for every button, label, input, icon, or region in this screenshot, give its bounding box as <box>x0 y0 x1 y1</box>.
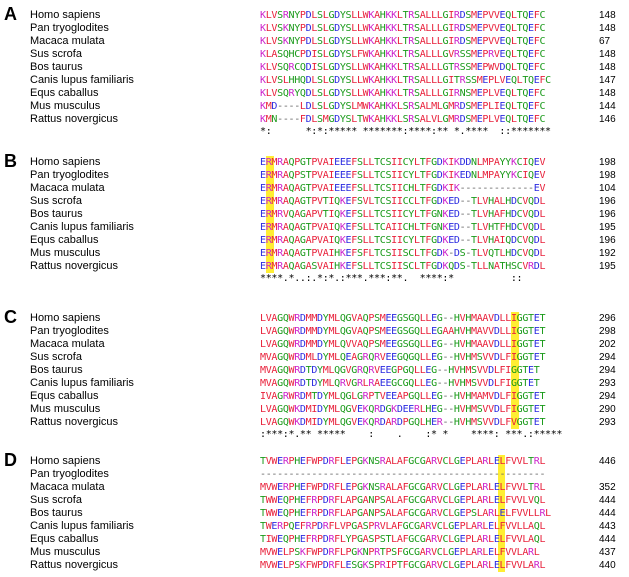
consensus-line: *: *:*:***** *******:****:** *.**** ::******* <box>260 126 551 137</box>
residue-position: 440 <box>599 560 616 571</box>
residue-position: 294 <box>599 352 616 363</box>
species-name: Sus scrofa <box>30 351 82 363</box>
panel-letter-c: C <box>4 307 17 327</box>
sequence-row: MVWERPHEFWPDRFLEPGKNSRALAFGCGARVCLGEPLARLELFVVLTRL <box>260 482 546 493</box>
sequence-row: MVAGQWRDTDYMLQGVGRQRVEEGPGQLLEG--HVHMSVVDLFIGGTET <box>260 365 540 376</box>
residue-position: 148 <box>599 49 616 60</box>
species-name: Mus musculus <box>30 546 101 558</box>
sequence-row: TWWEQPHEFRPDRFLAPGANPSALAFGCGARVCLGEPSLARLELFVVLLRL <box>260 508 551 519</box>
species-name: Macaca mulata <box>30 338 105 350</box>
residue-position: 195 <box>599 222 616 233</box>
panel-letter-b: B <box>4 151 17 171</box>
species-name: Pan tryoglodites <box>30 169 109 181</box>
sequence-row: TIWEQPHEFRPDRFLYPGASPSTLAFGCGARVCLGEPLARLELFVVLAQL <box>260 534 546 545</box>
residue-position: 443 <box>599 521 616 532</box>
species-name: Homo sapiens <box>30 9 101 21</box>
panel-letter-a: A <box>4 4 17 24</box>
sequence-row: ERMRAQAGTPVAIHKEFSFLTCSIISCLTFGDK-DS-TLVQTLHDCVQDL <box>260 248 546 259</box>
species-name: Bos taurus <box>30 61 83 73</box>
sequence-row: ERMRVQAGAPVTIQKEFSLLTCSIICYLTFGNKED--TLVHAFHDCVQDL <box>260 209 546 220</box>
species-name: Mus musculus <box>30 100 101 112</box>
residue-position: 437 <box>599 547 616 558</box>
species-name: Sus scrofa <box>30 494 82 506</box>
sequence-row: ERMRAQPGTPVAIEEEFSLLTCSIICYLTFGDKIKDDNLMPAYYKCIQEV <box>260 157 546 168</box>
species-name: Pan tryoglodites <box>30 22 109 34</box>
residue-position: 104 <box>599 183 616 194</box>
residue-position: 298 <box>599 326 616 337</box>
species-name: Sus scrofa <box>30 48 82 60</box>
consensus-line: ****.*..:.*:*.:***.***:**. ****:* :: <box>260 273 523 284</box>
sequence-row: KLVSQRCQDISLGDYSLLWKAHKKLTRSALLLGTRSSMEPWVDQLTQEFC <box>260 62 546 73</box>
residue-position: 294 <box>599 391 616 402</box>
species-name: Mus musculus <box>30 247 101 259</box>
residue-position: 196 <box>599 196 616 207</box>
sequence-row: KLVSKNYPDLSLGDYSLLWKAHKKLTRSALLLGIRDSMEPVVEQLTQEFC <box>260 36 546 47</box>
sequence-row: TWERPQEFRPDRFLVPGASPRVLAFGCGARVCLGEPLARLELFVVLLAQL <box>260 521 546 532</box>
species-name: Pan tryoglodites <box>30 468 109 480</box>
species-name: Homo sapiens <box>30 312 101 324</box>
sequence-row: LVAGQWRDMMDYMLQGVAQPSMEEGSGQLLEGAAHVHMAVVDLLIGGTET <box>260 326 546 337</box>
species-name: Homo sapiens <box>30 455 101 467</box>
sequence-row: MVAGQWRDTDYMLQRVGRLRAEEGCGQLLEG--HVHMSVVDLFIGGTET <box>260 378 540 389</box>
residue-position: 147 <box>599 75 616 86</box>
species-name: Pan tryoglodites <box>30 325 109 337</box>
sequence-row: KLVSRNYPDLSLGDYSLLWKAHKKLTRSALLLGIRDSMEPVVEQLTQEFC <box>260 10 546 21</box>
species-name: Equs caballus <box>30 533 99 545</box>
species-name: Homo sapiens <box>30 156 101 168</box>
residue-position: 198 <box>599 157 616 168</box>
species-name: Mus musculus <box>30 403 101 415</box>
species-name: Macaca mulata <box>30 182 105 194</box>
residue-position: 198 <box>599 170 616 181</box>
residue-position: 196 <box>599 235 616 246</box>
sequence-row: KLVSKNYPDLSLGDYSLLWKAHKKLTRSALLLGIRDSMEPVVEQLTQEFC <box>260 23 546 34</box>
species-name: Rattus novergicus <box>30 260 119 272</box>
species-name: Bos taurus <box>30 208 83 220</box>
residue-position: 446 <box>599 456 616 467</box>
residue-position: 294 <box>599 365 616 376</box>
sequence-row: -------------------------------------------------- <box>260 469 546 480</box>
sequence-row: KLVSLHHQDLSLGDYSLLWKAHKKLTRSALLLGITRSSMEPLVEQLTQEFC <box>260 75 551 86</box>
species-name: Canis lupus familiaris <box>30 221 134 233</box>
sequence-row: ERMRAQAGTPVAIEEEFSLLTCSIICHLTFGDKIK-------------EV <box>260 183 546 194</box>
sequence-row: KLVSQRYQDLSLGDYSLLWKAHKKLTRSALLLGIRNSMEPLVEQLTQEFC <box>260 88 546 99</box>
sequence-row: KLASQHCPDISLGDYSLFWKAHKKLTRSALLLGVRSSMEPRVEQLTQEFC <box>260 49 546 60</box>
species-name: Macaca mulata <box>30 481 105 493</box>
residue-position: 144 <box>599 101 616 112</box>
sequence-row: ERMRAQAGTPVAIQKEFSLLTCAIICHLTFGNKED--TLVHTFHDCVQDL <box>260 222 546 233</box>
residue-position: 293 <box>599 417 616 428</box>
sequence-row: KMN----FDLSMGDYSLTWKAHKKLSRSALVLGMRDSMEPLVEQLTQEFC <box>260 114 546 125</box>
species-name: Rattus novergicus <box>30 559 119 571</box>
sequence-row: TWWEQPHEFRPDRFLAPGANPSALAFGCGARVCLGEPLARLELFVVLVQL <box>260 495 546 506</box>
species-name: Canis lupus familiaris <box>30 377 134 389</box>
sequence-row: KMD----LDLSLGDYSLMWKAHKKLSRSALMLGMRDSMEPLIEQLTQEFC <box>260 101 546 112</box>
species-name: Macaca mulata <box>30 35 105 47</box>
species-name: Equs caballus <box>30 87 99 99</box>
sequence-row: LVAGQWKDMIDYMLQGVEKQRDGKDEERLHEG--HVHMSVVDLFIGGTET <box>260 404 546 415</box>
residue-position: 290 <box>599 404 616 415</box>
residue-position: 195 <box>599 261 616 272</box>
species-name: Canis lupus familiaris <box>30 520 134 532</box>
residue-position: 67 <box>599 36 611 47</box>
species-name: Bos taurus <box>30 364 83 376</box>
residue-position: 444 <box>599 534 616 545</box>
residue-position: 444 <box>599 495 616 506</box>
residue-position: 352 <box>599 482 616 493</box>
sequence-row: ERMRAQAGAPVAIQKEFSLLTCSIICYLTFGDKED--TLVHAIQDCVQDL <box>260 235 546 246</box>
species-name: Bos taurus <box>30 507 83 519</box>
sequence-row: LVAGQWRDMMDYMLQGVAQPSMEEGSGQLLEG--HVHMAAVDLLIGGTET <box>260 313 546 324</box>
sequence-row: ERMRAQAGTPVTIQKEFSVLTCSIICCLTFGDKED--TLVHALHDCVQDL <box>260 196 546 207</box>
consensus-line: :***:*.** ***** : . :* * ****: ***.:***** <box>260 429 563 440</box>
species-name: Equs caballus <box>30 390 99 402</box>
sequence-row: ERMRAQAGASVAIHKEFSLLTCSIISCLTFGDKQDS-TLLNATHSCVRDL <box>260 261 546 272</box>
residue-position: 148 <box>599 88 616 99</box>
residue-position: 146 <box>599 114 616 125</box>
sequence-row: MVWELPSKFWPDRFLPGKNPRTPSFGCGARVCLGEPLARLELFVVLARL <box>260 547 540 558</box>
residue-position: 192 <box>599 248 616 259</box>
panel-letter-d: D <box>4 450 17 470</box>
sequence-row: ERMRAQPSTPVAIEEEFSLLTCSIICYLTFGDKIKEDNLMPAYYKCIQEV <box>260 170 546 181</box>
sequence-row: MVAGQWRDMLDYMLQEAGRQRVEEGQGQLLEG--HVHMSVVDLFIGGTET <box>260 352 546 363</box>
species-name: Canis lupus familiaris <box>30 74 134 86</box>
residue-position: 293 <box>599 378 616 389</box>
sequence-row: LVAGQWKDMIDYMLQGVEKQRDARDPGQLHER--HVHMSVVDLFVGGTET <box>260 417 546 428</box>
species-name: Equs caballus <box>30 234 99 246</box>
residue-position: 148 <box>599 23 616 34</box>
residue-position: 202 <box>599 339 616 350</box>
residue-position: 196 <box>599 209 616 220</box>
residue-position: 148 <box>599 10 616 21</box>
sequence-row: IVAGRWRDMTDYMLQGLGRPTVEEAPGQLLEG--HVHMAMVDLFIGGTET <box>260 391 546 402</box>
species-name: Rattus novergicus <box>30 113 119 125</box>
sequence-row: MVWELPSKFWPDRFLESGKSPRIPTFGCGARVCLGEPLARLELFVVLARL <box>260 560 546 571</box>
residue-position: 296 <box>599 313 616 324</box>
sequence-row: TVWERPHEFWPDRFLEPGKNSRALAFGCGARVCLGEPLARLELFVVLTRL <box>260 456 546 467</box>
species-name: Sus scrofa <box>30 195 82 207</box>
sequence-row: LVAGQWRDMMDYMLQVVAQPSMEEGSGQLLEG--HVHMAAVDLLIGGTET <box>260 339 546 350</box>
species-name: Rattus novergicus <box>30 416 119 428</box>
residue-position: 148 <box>599 62 616 73</box>
residue-position: 444 <box>599 508 616 519</box>
